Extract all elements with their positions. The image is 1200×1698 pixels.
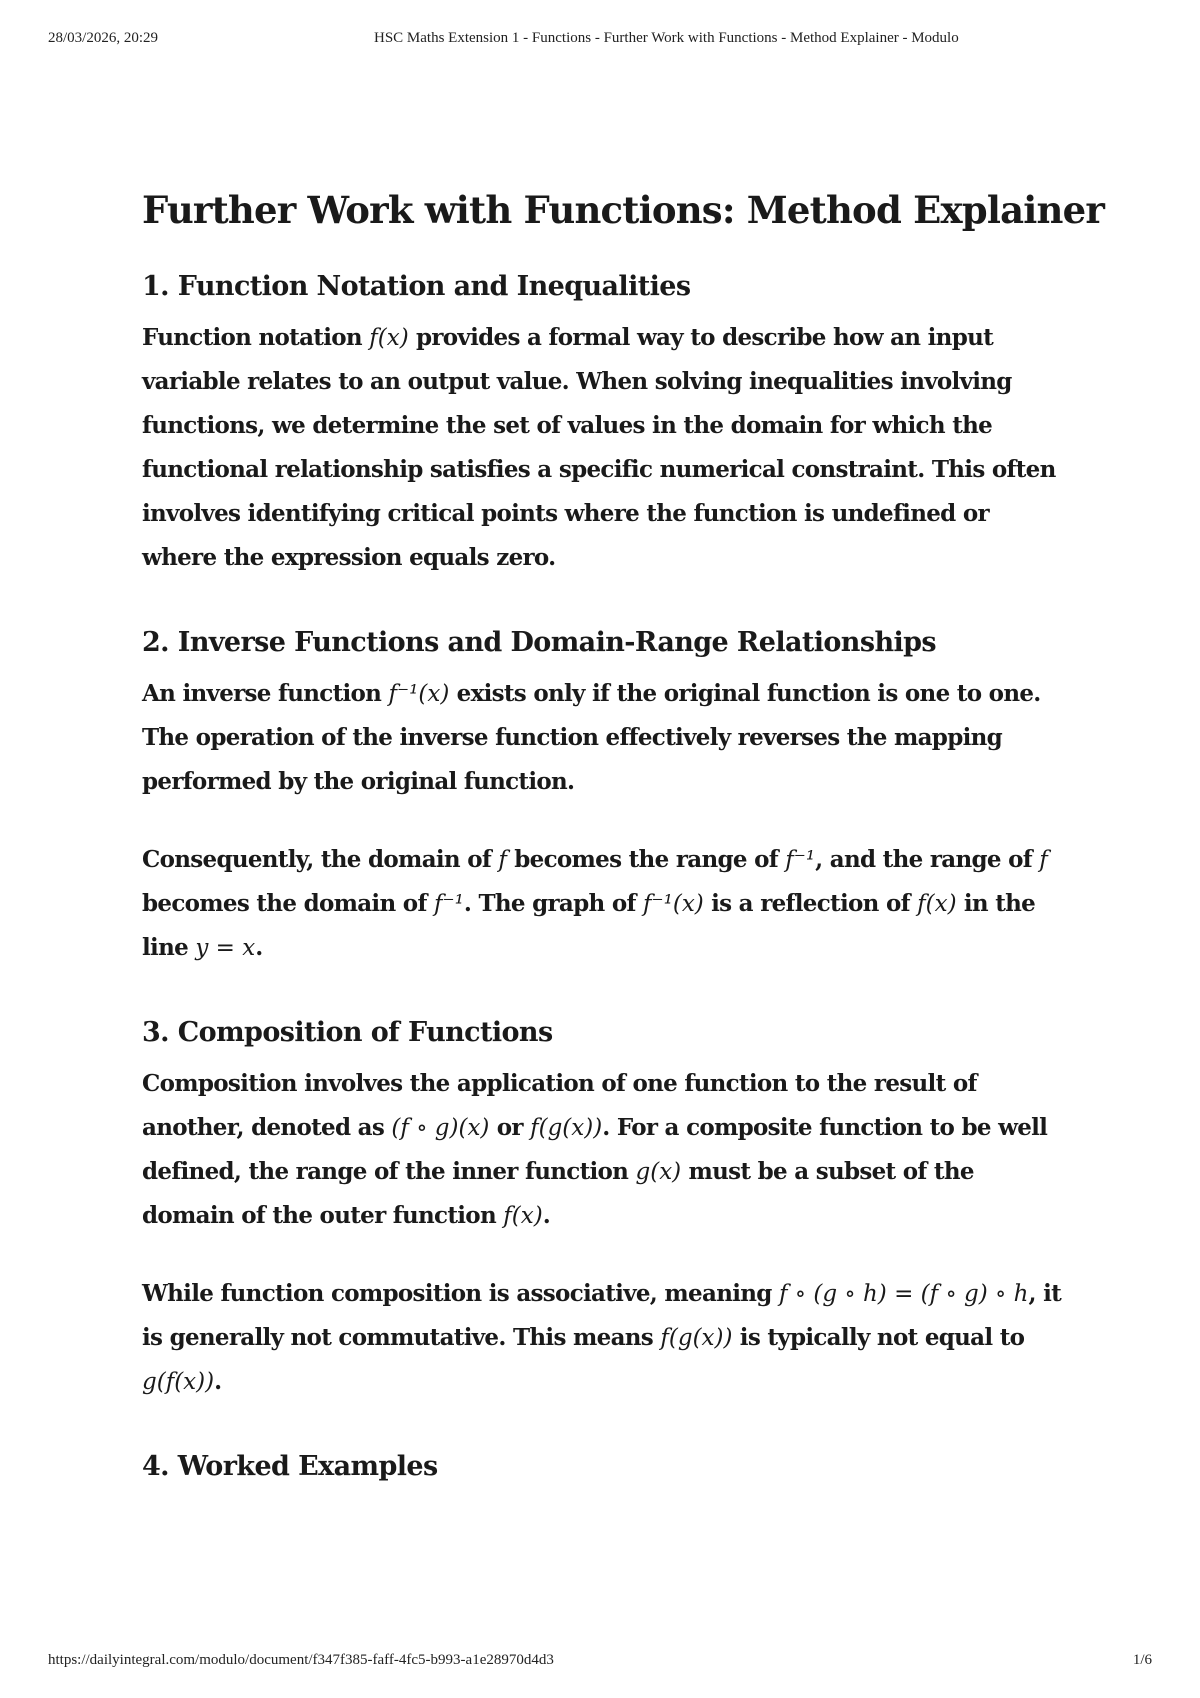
- math-expression: f⁻¹(x): [642, 891, 704, 917]
- text-run: exists only if the original function is one to one. The operation of the inverse function effectively reverses the mapping performed by the original function.: [142, 680, 1041, 795]
- text-run: is a reflection of: [711, 890, 910, 917]
- text-run: Composition involves the application of one function to the result of another, denoted as: [142, 1070, 977, 1141]
- math-expression: f(g(x)): [660, 1325, 733, 1351]
- text-run: .: [255, 934, 263, 961]
- math-expression: f⁻¹: [433, 891, 464, 917]
- print-footer: [48, 1652, 1152, 1676]
- text-run: or: [496, 1114, 523, 1141]
- section-2-paragraph-1: [142, 672, 1062, 804]
- text-run: Function notation: [142, 324, 362, 351]
- text-run: becomes the domain of: [142, 890, 427, 917]
- section-1-paragraph-1: [142, 316, 1062, 580]
- print-date: 28/03/2026, 20:29: [48, 30, 159, 46]
- text-run: . For a composite function to be well defined, the range of the inner function: [142, 1114, 1048, 1185]
- text-run: in the line: [142, 890, 1036, 961]
- text-run: becomes the range of: [514, 846, 778, 873]
- math-expression: f⁻¹: [785, 847, 816, 873]
- text-run: . The graph of: [463, 890, 636, 917]
- text-run: must be a subset of the domain of the outer function: [142, 1158, 974, 1229]
- document-content: [142, 186, 1105, 1496]
- math-expression: y = x: [195, 935, 256, 961]
- section-heading-4: 4. Worked Examples: [142, 1451, 438, 1482]
- section-heading-1: 1. Function Notation and Inequalities: [142, 271, 691, 302]
- math-expression: (f ∘ g)(x): [391, 1115, 490, 1141]
- text-run: Consequently, the domain of: [142, 846, 492, 873]
- math-expression: g(x): [635, 1159, 682, 1185]
- page-number: 1/6: [1132, 1652, 1152, 1668]
- print-page-title: HSC Maths Extension 1 - Functions - Further Work with Functions - Method Explainer - Modulo: [374, 30, 959, 46]
- text-run: , and the range of: [815, 846, 1032, 873]
- math-expression: f(x): [369, 325, 409, 351]
- section-2-paragraph-2: [142, 838, 1062, 970]
- section-heading-3: 3. Composition of Functions: [142, 1017, 553, 1048]
- math-expression: f: [498, 847, 507, 873]
- text-run: While function composition is associative, meaning: [142, 1280, 772, 1307]
- text-run: .: [214, 1368, 222, 1395]
- section-heading-2: 2. Inverse Functions and Domain-Range Relationships: [142, 627, 937, 658]
- text-run: , it is generally not commutative. This means: [142, 1280, 1062, 1351]
- document-title: Further Work with Functions: Method Explainer: [142, 188, 1105, 232]
- text-run: is typically not equal to: [739, 1324, 1025, 1351]
- text-run: An inverse function: [142, 680, 382, 707]
- math-expression: f⁻¹(x): [388, 681, 450, 707]
- math-expression: f: [1039, 847, 1048, 873]
- math-expression: f(g(x)): [530, 1115, 603, 1141]
- math-expression: f(x): [917, 891, 957, 917]
- text-run: provides a formal way to describe how an input variable relates to an output value. When solving inequalities involving functions, we determine the set of values in the domain for which the functional relationship satisfies a specific numerical constraint. This often involves identifying critical points where the function is undefined or where the expression equals zero.: [142, 324, 1056, 571]
- text-run: .: [542, 1202, 551, 1229]
- math-expression: g(f(x)): [142, 1369, 215, 1395]
- math-expression: f(x): [503, 1203, 543, 1229]
- section-3-paragraph-2: [142, 1272, 1062, 1404]
- section-3-paragraph-1: [142, 1062, 1062, 1238]
- math-expression: f ∘ (g ∘ h) = (f ∘ g) ∘ h: [778, 1281, 1029, 1307]
- page-url-link[interactable]: https://dailyintegral.com/modulo/document/f347f385-faff-4fc5-b993-a1e28970d4d3: [48, 1652, 554, 1668]
- print-header: [48, 30, 1152, 54]
